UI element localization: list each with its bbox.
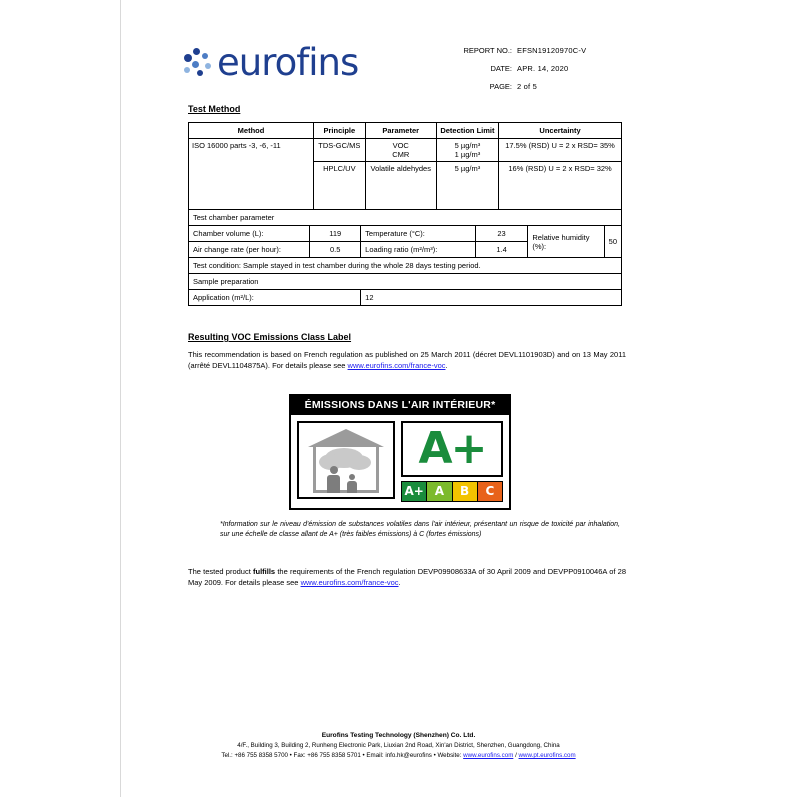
detection-cmr: 1 µg/m³ — [454, 150, 481, 159]
chamber-band-row — [189, 210, 622, 226]
test-condition-text: Test condition: Sample stayed in test chamber during the whole 28 days testing period. — [189, 258, 622, 274]
current-grade: A+ — [401, 421, 503, 477]
voc-intro-text-1: This recommendation is based on French regulation as published on 25 March 2011 (décret DEVL1101903D) and on 13 May 2011 (arrêté DEVL1104875A). For details please see — [188, 350, 626, 370]
emissions-footnote: *Information sur le niveau d'émission de substances volatiles dans l'air intérieur, présentant un risque de toxicité par inhalation, sur une échelle de classe allant de A+ (très faibles émissions) à C (fortes émissions) — [220, 520, 620, 539]
test-method-title: Test Method — [188, 104, 241, 114]
child-figure-icon — [347, 474, 357, 493]
parameter-cmr: CMR — [392, 150, 410, 159]
page-left-rule — [120, 0, 121, 797]
chamber-volume-value: 119 — [310, 226, 361, 242]
col-detection-limit: Detection Limit — [436, 123, 498, 139]
date-row — [430, 64, 650, 73]
page-content — [150, 30, 650, 589]
col-parameter: Parameter — [365, 123, 436, 139]
voc-intro-text-2: . — [445, 360, 448, 370]
sample-prep-row — [189, 274, 622, 290]
sample-prep-title: Sample preparation — [189, 274, 622, 290]
loading-ratio-label: Loading ratio (m²/m³): — [361, 242, 476, 258]
temperature-value: 23 — [475, 226, 528, 242]
report-no-row — [430, 46, 650, 55]
table-header-row — [189, 123, 622, 139]
cell-parameter-1 — [365, 139, 436, 162]
chamber-table — [188, 209, 622, 306]
closing-text-1: The tested product — [188, 566, 254, 576]
table-row — [189, 139, 622, 162]
col-principle: Principle — [314, 123, 366, 139]
emissions-label-body — [291, 415, 509, 508]
cell-uncertainty-2: 16% (RSD) U = 2 x RSD= 32% — [499, 162, 622, 210]
document-footer — [0, 731, 797, 761]
cell-detection-1 — [436, 139, 498, 162]
parameter-voc: VOC — [392, 141, 409, 150]
logo-wordmark: eurofins — [217, 41, 359, 84]
footer-company: Eurofins Testing Technology (Shenzhen) Co. Ltd. — [321, 731, 476, 739]
grade-option-b: B — [453, 482, 478, 501]
air-change-value: 0.5 — [310, 242, 361, 258]
humidity-value: 50 — [604, 226, 621, 258]
report-no-label: REPORT NO.: — [463, 46, 512, 55]
application-value: 12 — [361, 290, 622, 306]
air-change-label: Air change rate (per hour): — [189, 242, 310, 258]
table-row — [189, 226, 622, 242]
grade-box — [401, 421, 503, 502]
footer-contact-text: Tel.: +86 755 8358 5700 • Fax: +86 755 8358 5701 • Email: info.hk@eurofins • Website: — [221, 752, 464, 760]
date-value: APR. 14, 2020 — [517, 64, 569, 73]
col-uncertainty: Uncertainty — [499, 123, 622, 139]
table-row — [189, 290, 622, 306]
logo-dots-icon — [183, 48, 213, 78]
page-label: PAGE: — [489, 82, 512, 91]
application-label: Application (m²/L): — [189, 290, 361, 306]
grade-option-aplus: A+ — [402, 482, 427, 501]
cell-detection-2: 5 µg/m³ — [436, 162, 498, 210]
test-method-table — [188, 122, 622, 210]
footer-contact — [0, 751, 797, 761]
humidity-label: Relative humidity (%): — [528, 226, 604, 258]
chamber-band-title: Test chamber parameter — [189, 210, 622, 226]
col-method: Method — [189, 123, 314, 139]
grade-option-a: A — [427, 482, 452, 501]
cell-uncertainty-1: 17.5% (RSD) U = 2 x RSD= 35% — [499, 139, 622, 162]
chamber-volume-label: Chamber volume (L): — [189, 226, 310, 242]
loading-ratio-value: 1.4 — [475, 242, 528, 258]
footer-link-separator: / — [513, 752, 519, 760]
grade-option-c: C — [478, 482, 502, 501]
voc-class-title: Resulting VOC Emissions Class Label — [188, 332, 352, 342]
house-emission-icon — [297, 421, 395, 499]
temperature-label: Temperature (°C): — [361, 226, 476, 242]
page-row — [430, 82, 650, 91]
eurofins-logo — [183, 41, 359, 84]
emissions-label — [289, 394, 511, 510]
detection-voc: 5 µg/m³ — [454, 141, 481, 150]
cell-principle-1: TDS-GC/MS — [314, 139, 366, 162]
emissions-label-title: ÉMISSIONS DANS L'AIR INTÉRIEUR* — [291, 396, 509, 415]
cell-principle-2: HPLC/UV — [314, 162, 366, 210]
adult-figure-icon — [327, 466, 340, 493]
pt-eurofins-website-link[interactable]: www.pt.eurofins.com — [518, 752, 576, 760]
closing-paragraph — [188, 567, 626, 589]
footer-address: 4/F., Building 3, Building 2, Runheng Electronic Park, Liuxian 2nd Road, Xin'an District, Shenzhen, Guangdong, China — [237, 742, 560, 750]
document-header — [150, 30, 650, 92]
cell-method: ISO 16000 parts -3, -6, -11 — [189, 139, 314, 210]
test-condition-row — [189, 258, 622, 274]
closing-bold: fulfills — [253, 566, 276, 576]
france-voc-link-bottom[interactable]: www.eurofins.com/france-voc — [300, 577, 399, 587]
emissions-label-wrapper — [150, 394, 650, 510]
page-value: 2 of 5 — [517, 82, 537, 91]
report-no-value: EFSN19120970C-V — [517, 46, 587, 55]
report-meta — [430, 46, 650, 100]
france-voc-link-top[interactable]: www.eurofins.com/france-voc — [347, 360, 446, 370]
closing-text-2: the requirements of the French regulation DEVP09908633A of 30 April 2009 and DEVPP0910046A of 28 May 2009. For details please see — [188, 566, 627, 587]
closing-text-3: . — [398, 577, 401, 587]
eurofins-website-link[interactable]: www.eurofins.com — [463, 752, 514, 760]
grade-scale — [401, 481, 503, 502]
date-label: DATE: — [490, 64, 512, 73]
voc-intro-paragraph — [188, 350, 626, 372]
cell-parameter-2: Volatile aldehydes — [365, 162, 436, 210]
